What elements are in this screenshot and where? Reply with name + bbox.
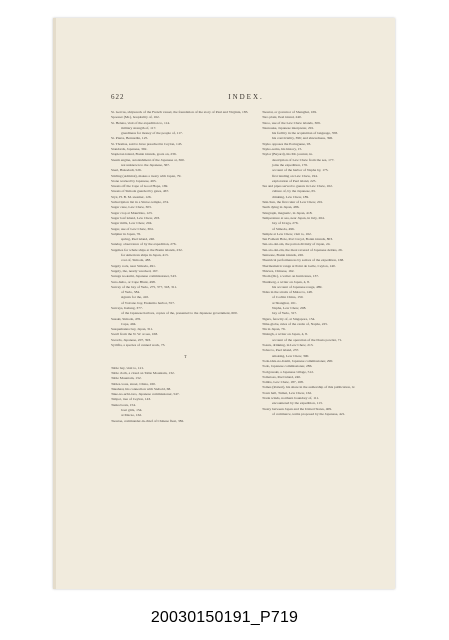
index-entry: Stapleton island, Bonin islands, goats on, 236. (111, 152, 177, 157)
index-entry: Tatenoske, Japanese interpreter, 291. (262, 125, 315, 130)
index-entry: Tables-vous, street, China, 160. (111, 381, 156, 386)
index-entry: Tanka boats, 154. (111, 402, 136, 407)
index-entry: St. Pierre, Bernardin, 125. (111, 136, 149, 141)
index-entry: Cape, 494. (121, 321, 137, 326)
index-entry: Supplies for whale ships at the Bonin islands, 232. (111, 247, 183, 252)
index-entry: of Volcano bay, Endermo harbor, 557. (121, 300, 175, 305)
index-entry: Table bay, visit to, 121. (111, 365, 145, 370)
index-entry: exploration of Peel island, 225. (272, 178, 317, 183)
index-entry: Sunday, observance of by the expedition, 276. (111, 242, 177, 247)
index-entry: Toda-idzu-no-Kami, Japanese commissioner, 290. (262, 358, 334, 363)
index-entry: Sugar crop at Mauritius, 123. (111, 210, 153, 215)
index-entry: Time-globe, rules of the castle of, Napha, 225. (262, 321, 328, 326)
index-entry: drinking, Lew Chew, 189. (272, 194, 310, 199)
index-entry: account of the harbor of Napha by, 175. (272, 168, 329, 173)
index-entry: Tayko opposes the Portuguese, 93. (262, 141, 312, 146)
index-entry: Telegraph, magnetic, in Japan, 418. (262, 210, 313, 215)
index-entry: Tomatoes, Peel island, 240. (262, 374, 301, 379)
index-entry: Supply rock, near Simoda, 491. (111, 263, 156, 268)
index-entry: Treaty between Japan and the United States, 409. (262, 406, 332, 411)
index-entry: spring, Peel island, 240. (121, 237, 156, 242)
index-entry: of Yedo, 384. (121, 290, 141, 295)
index-entry: Susaki, Simoda, 476. (111, 316, 142, 321)
index-entry: his facility in the acquisition of language, 358. (272, 131, 338, 136)
index-entry: Napha, Lew Chew, 208. (272, 305, 307, 310)
page-header (101, 93, 391, 103)
index-entry: Styx, H. B. M. steamer, 126. (111, 194, 152, 199)
page-number: 622 (111, 93, 125, 101)
index-entry: smoking, Lew Chew, 390. (272, 353, 310, 358)
index-entry: Sugar loaf island, Lew Chew, 203. (111, 215, 161, 220)
index-entry: Sugar mills, Lew Chew, 204. (111, 221, 153, 226)
index-entry: Swell from the N. W. at sea, 168. (111, 332, 158, 337)
image-caption: 20030150191_P719 (150, 609, 299, 626)
index-entry: Tides in the straits of Malacca, 148. (262, 290, 313, 295)
index-entry: Ten-sio-dai-sin, the patron divinity of Japan, 24. (262, 242, 331, 247)
index-entry: encountered by the expedition, 113. (272, 401, 323, 406)
index-entry: of the Japanese harbors, copies of the, presented to the Japanese government, 600. (121, 311, 238, 316)
index-entry: Sulphur in Japan, 76. (111, 231, 142, 236)
index-entry: Stone worked by Japanese, 465. (111, 178, 157, 183)
index-entry: Thunberg, a writer on Japan, 4, 8. (262, 279, 310, 284)
index-entry: first landing on Lew Chew, 194. (272, 173, 318, 178)
index-entry: Taro plant, Peel island, 240. (262, 115, 302, 120)
index-entry: Streets of Simoda guarded by gates, 467. (111, 189, 170, 194)
index-entry: his account of Japanese rouge, 489. (272, 284, 323, 289)
index-entry: Ten-sio-dai-zin, the most revered of Japanese deities, 26. (262, 247, 343, 252)
index-entry: Sugar cane, Lew Chew, 303. (111, 205, 152, 210)
index-entry: of Simoda, 496. (272, 226, 295, 231)
index-entry: Town hall, Tumai, Lew Chew, 162. (262, 390, 313, 395)
index-entry: Thom (Dr.), a writer on hurricanes, 137. (262, 274, 319, 279)
index-entry: Tayko-soma, his history, 15. (262, 147, 303, 152)
index-entry: account of the operation of the Dosia powder, 71. (272, 337, 343, 342)
index-entry: culture of, by the Japanese, 65. (272, 189, 316, 194)
index-entry: Take-no-uchi-taro, Japanese commissioner, 547. (111, 392, 180, 397)
index-entry: Tatoo, use of the Lew Chew islands, 309. (262, 120, 321, 125)
index-entry: Taylor (Bayard), his Mr. journal, in. (262, 152, 313, 157)
index-entry: of Cochin China, 150. (272, 295, 304, 300)
index-entry: Suro-hubo, or Cape Blunt, 498. (111, 279, 156, 284)
index-entry: Tea and pipes served to guests in Lew Chew, 162. (262, 184, 333, 189)
index-entry: greediness for money of the people of, 117. (121, 131, 183, 136)
index-entry: St. Helena, visit of the expedition to, 114. (111, 120, 171, 125)
running-title: INDEX. (228, 93, 264, 101)
index-entry: his conviviality, 396; and shrewdness, 396. (272, 136, 334, 141)
index-entry: Taoutae, commander-in-chief of Chinese fleet, 382. (111, 418, 185, 423)
index-entry: St. Thomas, said to have preached in Ceylon, 145. (111, 141, 183, 146)
index-entry: Spooner (Mr.), hospitality of, 162. (111, 115, 160, 120)
index-entry: Theatrical performances by sailors of the expedition, 168. (262, 258, 345, 263)
index-entry: Sugar, use of Lew Chew, 304. (111, 226, 154, 231)
index-entry: Tobacco, Peel island, 237. (262, 348, 300, 353)
index-entry: Survey of the bay of Yedo, 275, 377, 318, 311. (111, 284, 178, 289)
index-entry: Tomes (Robert), his share in the authorship of this publication, iv. (262, 385, 356, 390)
index-entry: Tentsone, Bonin islands, 226. (262, 253, 304, 258)
index-entry: Susquehanna bay, Japan, 311. (111, 327, 154, 332)
index-entry: Streets off the Cape of Good Hope, 169. (111, 184, 169, 189)
index-entry: Thermometric range at Point de Galle, Ceylon, 140. (262, 263, 336, 268)
index-entry: Teeth dying in Japan, 486. (262, 205, 300, 210)
index-entry: joins the expedition, 176. (272, 162, 308, 167)
index-entry: bay of Yedo, 317. (272, 311, 298, 316)
index-entry: for American ships in Japan, 413. (121, 253, 169, 258)
section-letter: T (184, 354, 188, 360)
index-entry: Trade winds, northern boundary of, 111. (262, 396, 320, 401)
index-entry: military strength of, 117. (121, 125, 157, 130)
index-column-right (262, 110, 412, 417)
index-entry: bay of Uraga, 276. (272, 221, 299, 226)
index-entry: Steel, Hakodadi, 526. (111, 168, 142, 173)
index-entry: Steam engine, astonishment of the Japanese at, 360. (111, 157, 185, 162)
index-entry: Tigers, ferocity of, at Singapore, 154. (262, 316, 316, 321)
index-entry: Supply, the, nearly wrecked, 167. (111, 268, 159, 273)
index-entry: Suruga no-kami, Japanese commissioner, 543. (111, 274, 177, 279)
index-entry: at Macao, 162. (121, 413, 143, 418)
index-entry: Subscription list in a Sintoo temple, 474. (111, 200, 169, 205)
index-entry: signals for the, 410. (121, 295, 150, 300)
index-entry: Stirling (Admiral), makes a treaty with Japan, 79. (111, 173, 182, 178)
index-entry: Tombs, Lew Chew, 187, 168. (262, 380, 304, 385)
index-entry: Surveys, Kelung, 377. (111, 305, 143, 310)
index-entry: Toasts, drinking, in Lew Chew, 213. (262, 343, 314, 348)
index-entry: Tin in Japan, 76. (262, 327, 286, 332)
index-entry: Tocigawaki, a Japanese village, 512. (262, 369, 314, 374)
index-entry: Titsingh, a writer on Japan, 4, 8. (262, 332, 308, 337)
index-entry: at Shanghai, 161. (272, 300, 297, 305)
page-edge-shadow (53, 18, 56, 589)
index-entry: Thieves, Chinese, 162. (262, 268, 295, 273)
index-entry: Taoutai, or governor of Shanghai, 169. (262, 110, 317, 114)
index-entry: Swords, Japanese, 207, 393. (111, 337, 152, 342)
index-entry: Ten Fathom Hole, Port Lloyd, Bonin islands, 803. (262, 237, 333, 242)
index-entry: Takahasi, his connection with Siebold, 68. (111, 386, 172, 391)
index-entry: Tein-Sun, the first ruler of Lew Chew, 201. (262, 200, 324, 205)
index-entry: of commerce, terms proposed by the Japanese, 421. (272, 411, 346, 416)
index-entry: Table Mountain, 132. (111, 376, 142, 381)
index-entry: Temperature at sea, near Japan, in July, 264. (262, 215, 325, 220)
index-column-left (111, 110, 261, 424)
index-entry: St. Gervas, shipwreck of the French vessel, the foundation of the story of Paul and Virginia, 183. (111, 110, 249, 114)
index-entry: boat girls, 154. (121, 408, 143, 413)
index-entry: Todo, Japanese commissioner, 286. (262, 364, 313, 369)
index-entry: Syrlifia, a species of canned work, 73. (111, 343, 166, 348)
index-entry: Talipot, tree of Ceylon, 143. (111, 397, 152, 402)
index-entry: cost of, Simoda, 483. (121, 258, 152, 263)
index-entry: description of Lew Chew from the sea, 177. (272, 157, 335, 162)
index-entry: Table cloth, a cloud on Table Mountain, 132. (111, 370, 175, 375)
index-entry: Temple at Lew Chew, visit to, 162. (262, 231, 312, 236)
index-entry: Standards, Japanese, 392. (111, 147, 148, 152)
index-entry: not unknown to the Japanese, 367. (121, 162, 170, 167)
